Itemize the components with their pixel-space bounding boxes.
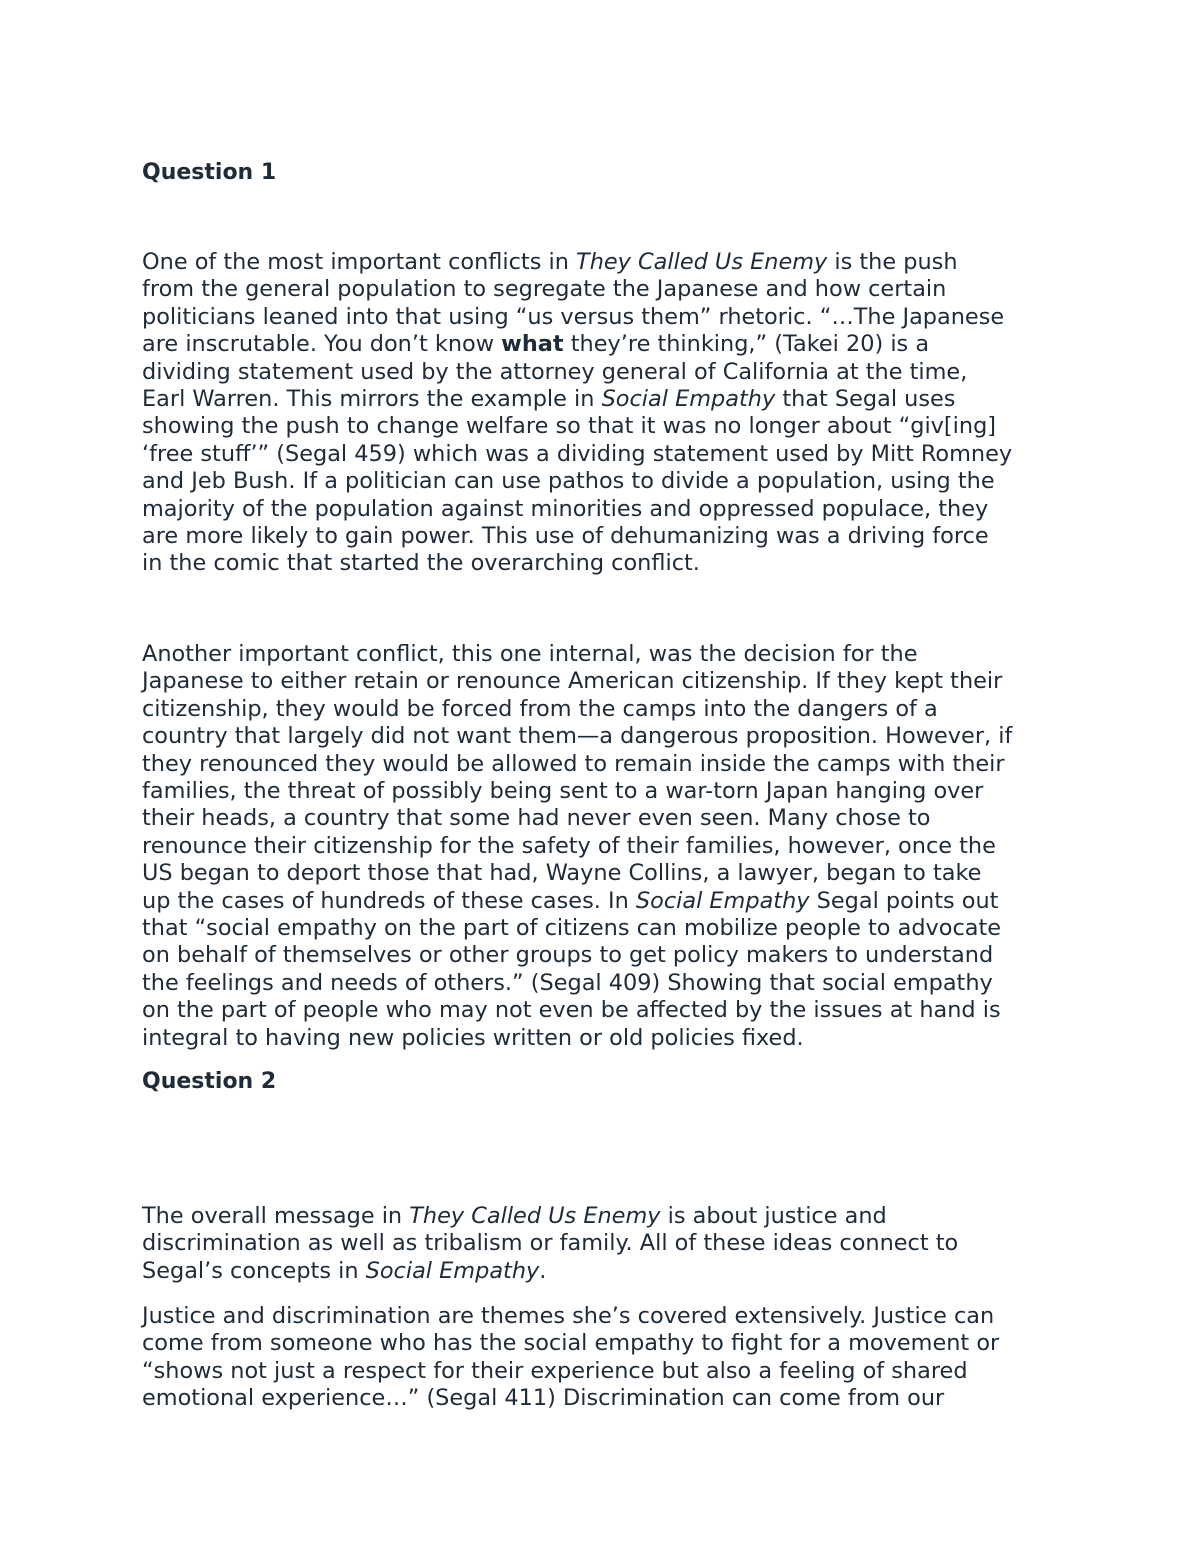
text-line: country that largely did not want them—a dangerous proposition. However, if (142, 723, 1013, 750)
question-2-heading: Question 2 (142, 1069, 277, 1094)
text-line: their heads, a country that some had never even seen. Many chose to (142, 805, 931, 832)
question-1-paragraph-2 (142, 641, 1072, 1052)
question-2-paragraph-1 (142, 1203, 1072, 1285)
text-line: majority of the population against minorities and oppressed populace, they (142, 495, 989, 522)
emphasis: what (501, 331, 564, 358)
text-line: families, the threat of possibly being sent to a war-torn Japan hanging over (142, 778, 984, 805)
text-line: the feelings and needs of others.” (Segal 409) Showing that social empathy (142, 969, 993, 996)
book-title: They Called Us Enemy (576, 249, 828, 275)
text-line: on the part of people who may not even be affected by the issues at hand is (142, 997, 1001, 1024)
text-line: renounce their citizenship for the safety of their families, however, once the (142, 832, 996, 859)
text-line: up the cases of hundreds of these cases. In Social Empathy Segal points out (142, 887, 999, 914)
text-line: “shows not just a respect for their experience but also a feeling of shared (142, 1357, 968, 1384)
text-line: One of the most important conflicts in They Called Us Enemy is the push (142, 249, 958, 275)
text-line: on behalf of themselves or other groups to get policy makers to understand (142, 942, 994, 969)
text-line: dividing statement used by the attorney general of California at the time, (142, 358, 968, 385)
question-2-paragraph-2 (142, 1303, 1072, 1413)
text-line: Justice and discrimination are themes she’s covered extensively. Justice can (142, 1303, 995, 1329)
text-line: emotional experience…” (Segal 411) Discrimination can come from our (142, 1385, 945, 1412)
question-1-heading: Question 1 (142, 160, 277, 185)
book-title: Social Empathy (635, 887, 810, 914)
text-line: Segal’s concepts in Social Empathy. (142, 1257, 547, 1284)
text-line: integral to having new policies written or old policies fixed. (142, 1024, 804, 1051)
text-line: and Jeb Bush. If a politician can use pathos to divide a population, using the (142, 468, 995, 495)
text-line: Japanese to either retain or renounce American citizenship. If they kept their (142, 668, 1003, 695)
text-line: they renounced they would be allowed to remain inside the camps with their (142, 750, 1005, 777)
question-1-paragraph-1 (142, 249, 1072, 578)
text-line: discrimination as well as tribalism or family. All of these ideas connect to (142, 1230, 959, 1257)
text-line: from the general population to segregate the Japanese and how certain (142, 276, 947, 303)
text-line: in the comic that started the overarching conflict. (142, 550, 700, 577)
text-line: ‘free stuff’” (Segal 459) which was a dividing statement used by Mitt Romney (142, 440, 1013, 467)
book-title: They Called Us Enemy (409, 1203, 661, 1229)
text-line: politicians leaned into that using “us versus them” rhetoric. “…The Japanese (142, 303, 1005, 330)
text-line: showing the push to change welfare so that it was no longer about “giv[ing] (142, 413, 997, 440)
book-title: Social Empathy (601, 386, 776, 413)
book-title: Social Empathy (365, 1257, 540, 1284)
text-line: US began to deport those that had, Wayne Collins, a lawyer, began to take (142, 860, 982, 887)
text-line: are more likely to gain power. This use of dehumanizing was a driving force (142, 523, 989, 550)
text-line: Earl Warren. This mirrors the example in Social Empathy that Segal uses (142, 386, 956, 413)
text-line: are inscrutable. You don’t know what they’re thinking,” (Takei 20) is a (142, 331, 930, 358)
text-line: citizenship, they would be forced from the camps into the dangers of a (142, 695, 938, 722)
text-line: come from someone who has the social empathy to fight for a movement or (142, 1330, 1000, 1357)
text-line: The overall message in They Called Us Enemy is about justice and (142, 1203, 887, 1229)
text-line: Another important conflict, this one internal, was the decision for the (142, 641, 918, 667)
text-line: that “social empathy on the part of citizens can mobilize people to advocate (142, 915, 1002, 942)
